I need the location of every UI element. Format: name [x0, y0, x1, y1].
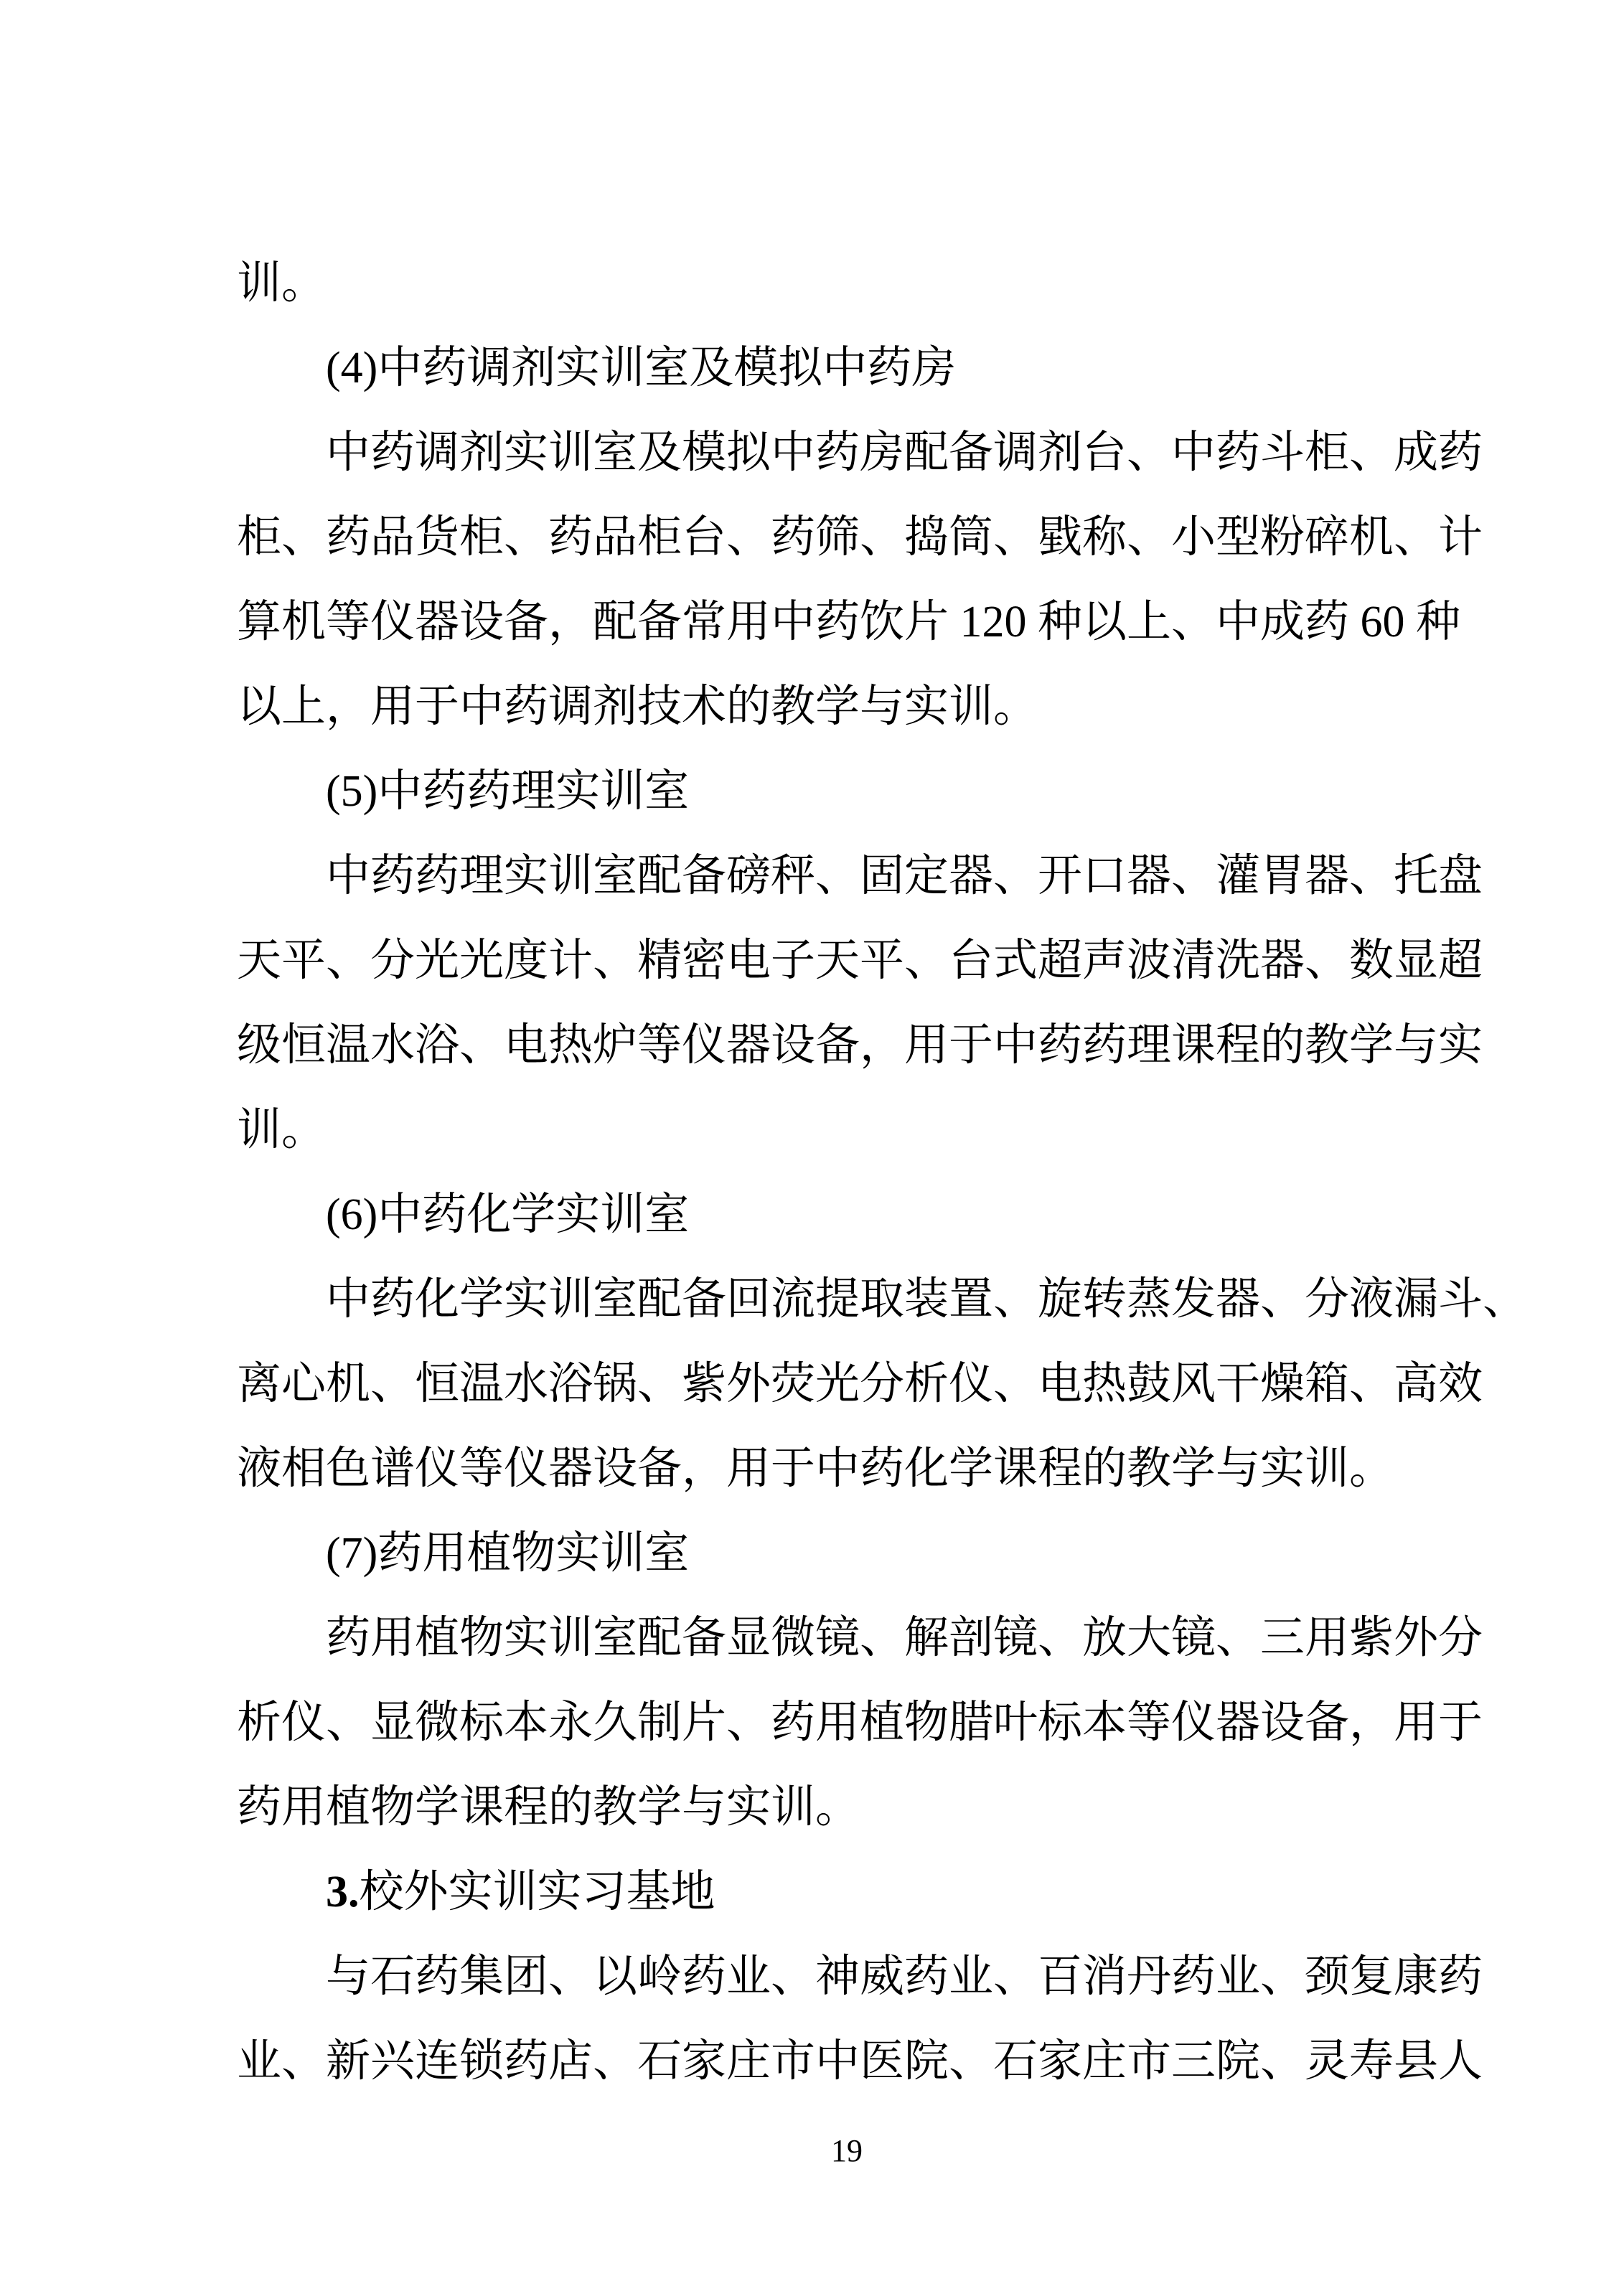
text-run: 中药化学实训室配备回流提取装置、旋转蒸发器、分液漏斗、 — [326, 1275, 1528, 1324]
text-line — [237, 1596, 1483, 1680]
text-run: 以上，用于中药调剂技术的教学与实训。 — [237, 682, 1038, 731]
text-line — [237, 1172, 1457, 1257]
text-run: 业、新兴连锁药店、石家庄市中医院、石家庄市三院、灵寿县人 — [237, 2037, 1483, 2086]
text-line — [237, 1257, 1528, 1342]
text-run: 柜、药品货柜、药品柜台、药筛、捣筒、戥称、小型粉碎机、计 — [237, 513, 1483, 562]
text-line — [237, 1511, 1457, 1596]
text-line — [237, 834, 1483, 918]
text-run: 训。 — [237, 1106, 327, 1154]
text-line — [237, 410, 1483, 495]
text-line — [237, 749, 1457, 834]
bold-text-run: 3. — [326, 1868, 360, 1916]
text-run: 级恒温水浴、电热炉等仪器设备，用于中药药理课程的教学与实 — [237, 1021, 1483, 1070]
text-line — [237, 2019, 1483, 2104]
text-line — [237, 664, 1457, 749]
text-run: (7)药用植物实训室 — [326, 1529, 690, 1578]
text-line — [237, 580, 1461, 664]
text-run: 析仪、显微标本永久制片、药用植物腊叶标本等仪器设备，用于 — [237, 1698, 1483, 1747]
text-line — [237, 1003, 1483, 1088]
text-run: 校外实训实习基地 — [359, 1868, 715, 1916]
text-run: 离心机、恒温水浴锅、紫外荧光分析仪、电热鼓风干燥箱、高效 — [237, 1360, 1483, 1408]
text-run: 中药药理实训室配备磅秤、固定器、开口器、灌胃器、托盘 — [326, 852, 1483, 900]
text-run: 中药调剂实训室及模拟中药房配备调剂台、中药斗柜、成药 — [326, 428, 1483, 477]
text-line — [237, 495, 1483, 580]
text-run: 训。 — [237, 259, 327, 308]
text-line — [237, 1934, 1483, 2019]
text-run: (6)中药化学实训室 — [326, 1190, 690, 1239]
text-run: 液相色谱仪等仪器设备，用于中药化学课程的教学与实训。 — [237, 1444, 1394, 1493]
text-line — [237, 918, 1483, 1003]
text-run: (4)中药调剂实训室及模拟中药房 — [326, 344, 957, 392]
text-run: 药用植物实训室配备显微镜、解剖镜、放大镜、三用紫外分 — [326, 1614, 1483, 1662]
text-run: 天平、分光光度计、精密电子天平、台式超声波清洗器、数显超 — [237, 936, 1483, 985]
text-line — [237, 1088, 1457, 1172]
text-line — [237, 241, 1457, 326]
text-run: 算机等仪器设备，配备常用中药饮片 120 种以上、中成药 60 种 — [237, 598, 1461, 646]
text-run: 与石药集团、以岭药业、神威药业、百消丹药业、颈复康药 — [326, 1952, 1483, 2001]
text-line — [237, 326, 1457, 410]
text-run: 药用植物学课程的教学与实训。 — [237, 1783, 860, 1832]
text-line — [237, 1680, 1483, 1765]
text-line — [237, 1342, 1483, 1426]
page-body-text — [237, 241, 1528, 2104]
text-line — [237, 1765, 1457, 1850]
text-line — [237, 1850, 1457, 1934]
text-line — [237, 1426, 1457, 1511]
page-number: 19 — [831, 2133, 863, 2168]
text-run: (5)中药药理实训室 — [326, 767, 690, 816]
